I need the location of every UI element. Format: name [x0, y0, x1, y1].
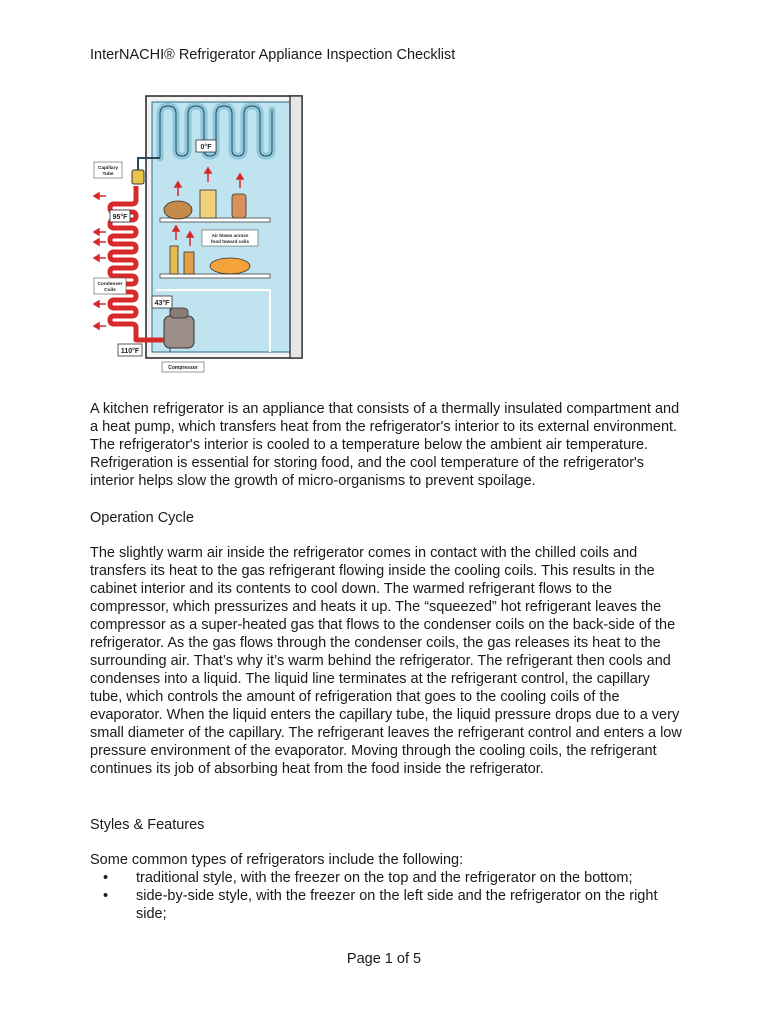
styles-intro-paragraph: Some common types of refrigerators include the following:	[90, 852, 464, 868]
capillary-label-line1: Capillary	[97, 166, 119, 171]
document-title: InterNACHI® Refrigerator Appliance Inspection Checklist	[90, 47, 456, 63]
refrigerator-types-list	[90, 869, 682, 923]
condenser-label-line1: Condenser	[97, 282, 123, 287]
carton	[200, 190, 216, 218]
capillary-device	[132, 170, 144, 184]
operation-cycle-heading: Operation Cycle	[90, 510, 194, 526]
temp-freezer-label: 0°F	[200, 144, 212, 151]
bottle-1	[170, 246, 178, 274]
page-number: Page 1 of 5	[346, 951, 422, 967]
jar	[232, 194, 246, 218]
list-item	[90, 887, 682, 923]
compressor-top	[170, 308, 188, 318]
bullet-icon: •	[103, 870, 109, 886]
styles-features-heading: Styles & Features	[90, 817, 205, 833]
capillary-label-line2: Tube	[102, 172, 114, 177]
air-label-line2: food toward coils	[210, 239, 250, 244]
fruit-bowl	[210, 258, 250, 274]
temp-43-label: 43°F	[154, 300, 170, 307]
temp-95-label: 95°F	[112, 214, 128, 221]
intro-paragraph: A kitchen refrigerator is an appliance that consists of a thermally insulated compartment and a heat pump, which transfers heat from the refrigerator's interior to its external environment. The refrigerator's interior is cooled to a temperature below the ambient air temperature. Refrigeration is essential for storing food, and the cool temperature of the refrigerator's interior helps slow the growth of micro-organisms to prevent spoilage.	[90, 401, 680, 489]
bullet-icon: •	[103, 888, 109, 904]
list-item	[90, 869, 682, 887]
compressor-label: Compressor	[168, 365, 198, 371]
condenser-label-line2: Coils	[104, 288, 116, 293]
shelf-bottom	[160, 274, 270, 278]
condenser-heat-arrows	[94, 193, 106, 329]
bowl-top	[164, 201, 192, 219]
air-label-line1: Air blows across	[211, 233, 249, 238]
bottle-2	[184, 252, 194, 274]
operation-cycle-paragraph: The slightly warm air inside the refrigerator comes in contact with the chilled coils and transfers its heat to the gas refrigerant flowing inside the cooling coils. This results in the cabinet interior and its contents to cool down. The warmed refrigerant flows to the compressor, which pressurizes and heats it up. The “squeezed” hot refrigerant leaves the compressor as a super-heated gas that flows to the condenser coils on the back-side of the refrigerator. As the gas flows through the condenser coils, the gas releases its heat to the surrounding air. That’s why it’s warm behind the refrigerator. The refrigerant then cools and condenses into a liquid. The liquid line terminates at the refrigerant control, the capillary tube, which controls the amount of refrigeration that goes to the cooling coils of the evaporator. When the liquid enters the capillary tube, the liquid pressure drops due to a very small diameter of the capillary. The refrigerant leaves the refrigerant control and enters a low pressure environment of the evaporator. Moving through the cooling coils, the refrigerant continues its job of absorbing heat from the food inside the refrigerator.	[90, 545, 682, 777]
list-item-text: traditional style, with the freezer on the top and the refrigerator on the bottom;	[136, 870, 633, 886]
list-item-text: side-by-side style, with the freezer on the left side and the refrigerator on the right side;	[136, 888, 658, 922]
door-edge	[290, 96, 302, 358]
compressor-body	[164, 316, 194, 348]
refrigerator-diagram	[90, 90, 306, 376]
temp-110-label: 110°F	[120, 348, 140, 355]
refrigerator-illustration	[90, 90, 306, 376]
